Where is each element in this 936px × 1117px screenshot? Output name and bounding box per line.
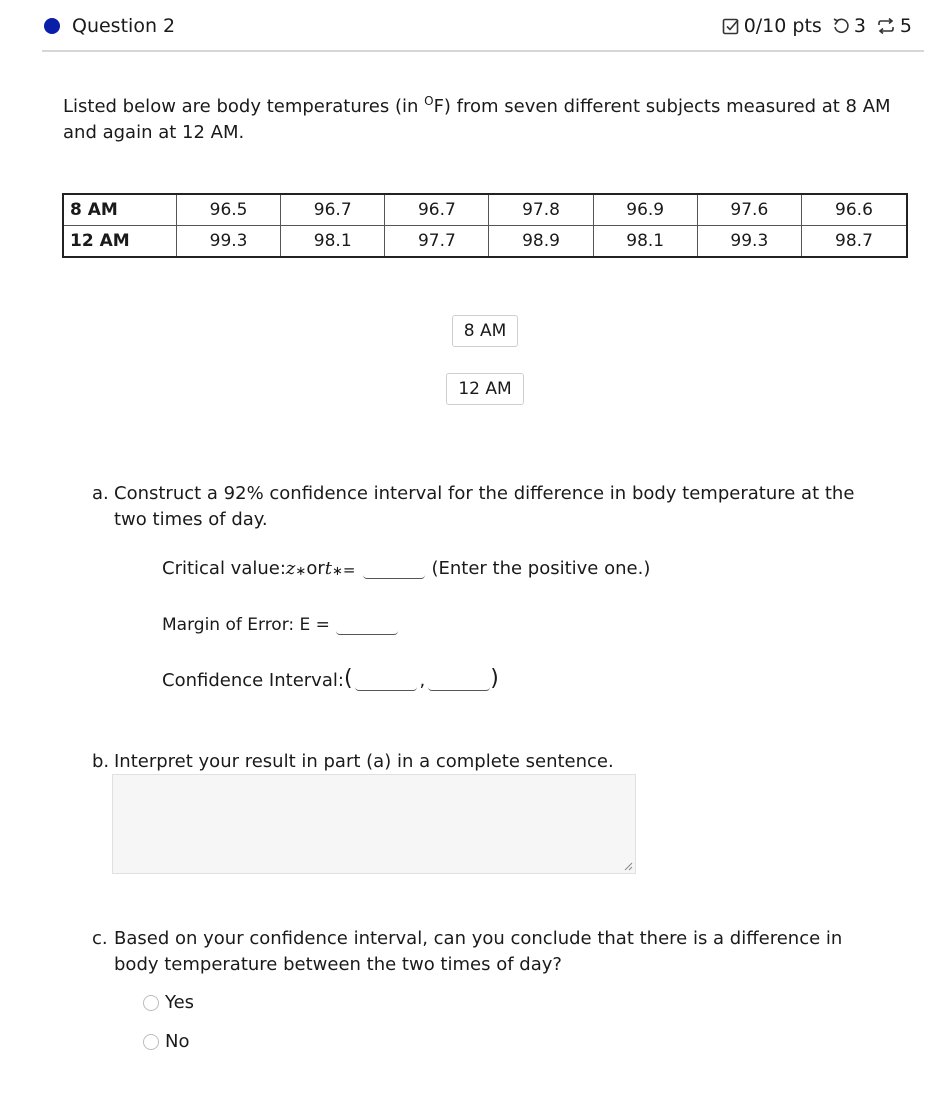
table-cell: 96.7 <box>385 194 489 226</box>
critical-value-input[interactable] <box>363 546 425 579</box>
ci-lower-input[interactable] <box>355 660 417 691</box>
ci-row <box>162 660 499 691</box>
margin-row <box>162 604 398 635</box>
table-cell: 96.6 <box>801 194 907 226</box>
retries-count: 3 <box>853 15 866 37</box>
table-cell: 98.9 <box>489 226 593 258</box>
status-dot <box>44 18 60 34</box>
table-cell: 97.6 <box>697 194 801 226</box>
radio-option-no[interactable] <box>143 1031 189 1052</box>
radio-label-yes: Yes <box>165 992 195 1013</box>
margin-label: Margin of Error: E = <box>162 615 330 635</box>
part-b <box>92 749 872 775</box>
z-star: ∗ <box>295 564 307 579</box>
table-cell: 96.9 <box>593 194 697 226</box>
table-cell: 97.8 <box>489 194 593 226</box>
part-c <box>92 926 872 978</box>
part-a <box>92 481 872 533</box>
question-header <box>42 0 924 52</box>
copy-8am-button[interactable]: 8 AM <box>452 315 518 347</box>
ci-upper-input[interactable] <box>428 660 490 691</box>
or-text: or <box>306 558 325 579</box>
table-row <box>63 194 907 226</box>
part-a-text: Construct a 92% confidence interval for the difference in body temperature at the two times of day. <box>114 483 855 530</box>
points-group <box>722 15 822 37</box>
part-c-label: c. <box>92 928 108 949</box>
temperature-table <box>62 193 908 258</box>
radio-option-yes[interactable] <box>143 992 194 1013</box>
ci-comma: , <box>419 670 426 691</box>
table-cell: 99.3 <box>697 226 801 258</box>
repeat-icon <box>876 17 896 35</box>
part-c-text: Based on your confidence interval, can you conclude that there is a difference in body temperature between the two times of day? <box>114 928 843 975</box>
table-cell: 97.7 <box>385 226 489 258</box>
table-cell: 96.5 <box>177 194 281 226</box>
table-cell: 98.1 <box>593 226 697 258</box>
critical-value-row <box>162 546 650 579</box>
copy-12am-button[interactable]: 12 AM <box>446 373 524 405</box>
retries-group[interactable] <box>832 15 866 37</box>
t-star: ∗ <box>331 564 343 579</box>
part-b-statement <box>92 749 872 775</box>
ci-label: Confidence Interval: <box>162 670 344 691</box>
critical-hint: (Enter the positive one.) <box>431 558 651 579</box>
attempts-group[interactable] <box>876 15 912 37</box>
checkbox-icon <box>722 17 740 35</box>
points-text: 0/10 pts <box>743 15 822 37</box>
intro-text-start: Listed below are body temperatures (in <box>63 96 425 117</box>
interpretation-textarea[interactable] <box>112 774 636 874</box>
undo-icon <box>832 17 850 35</box>
radio-label-no: No <box>165 1031 190 1052</box>
part-a-label: a. <box>92 483 109 504</box>
equals-sign: = <box>342 561 356 579</box>
intro-text-end: F) from seven different subjects measured at 8 AM and again at 12 AM. <box>63 96 891 143</box>
part-b-text: Interpret your result in part (a) in a complete sentence. <box>114 751 614 772</box>
resize-handle-icon[interactable] <box>623 861 633 871</box>
table-cell: 98.1 <box>281 226 385 258</box>
radio-circle-icon[interactable] <box>143 995 159 1011</box>
question-meta <box>712 15 912 37</box>
table-row <box>63 226 907 258</box>
critical-label: Critical value: <box>162 558 286 579</box>
radio-circle-icon[interactable] <box>143 1034 159 1050</box>
part-b-label: b. <box>92 751 110 772</box>
part-c-statement <box>92 926 872 978</box>
attempts-count: 5 <box>899 15 912 37</box>
part-a-statement <box>92 481 872 533</box>
table-cell: 98.7 <box>801 226 907 258</box>
row-header-12am: 12 AM <box>63 226 177 258</box>
question-intro <box>63 88 903 146</box>
ci-open-paren: ( <box>343 666 353 691</box>
ci-close-paren: ) <box>490 666 499 691</box>
question-title: Question 2 <box>72 15 176 37</box>
table-cell: 99.3 <box>177 226 281 258</box>
z-symbol: z <box>285 558 296 579</box>
t-symbol: t <box>324 558 332 579</box>
degree-symbol: O <box>424 94 434 108</box>
row-header-8am: 8 AM <box>63 194 177 226</box>
table-cell: 96.7 <box>281 194 385 226</box>
margin-of-error-input[interactable] <box>336 604 398 635</box>
